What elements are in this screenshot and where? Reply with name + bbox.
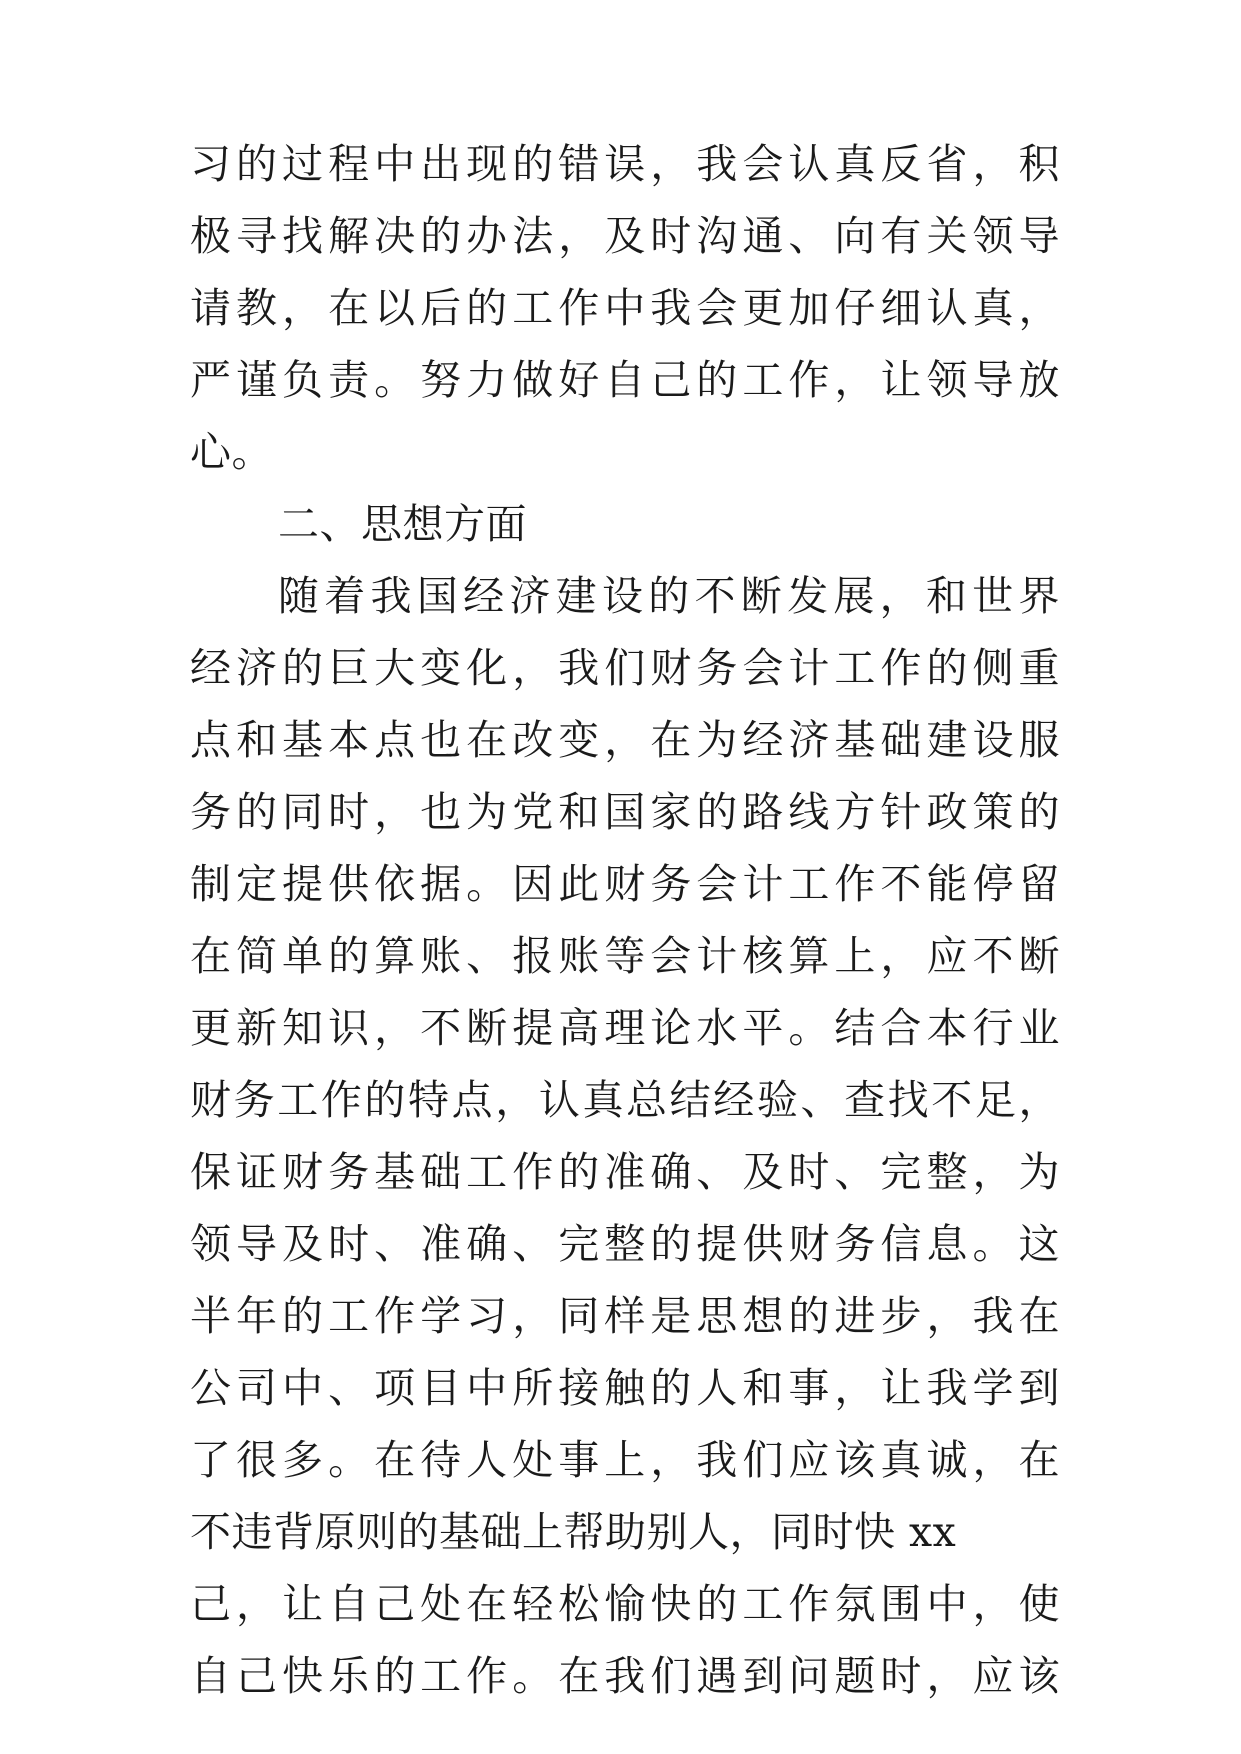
text-line: 经济的巨大变化，我们财务会计工作的侧重 (190, 644, 1060, 692)
text-line: 己，让自己处在轻松愉快的工作氛围中，使 (190, 1580, 1060, 1628)
text-line: 严谨负责。努力做好自己的工作，让领导放 (190, 356, 1060, 404)
text-line: 领导及时、准确、完整的提供财务信息。这 (190, 1220, 1060, 1268)
text-line: 点和基本点也在改变，在为经济基础建设服 (190, 716, 1060, 764)
text-line: 了很多。在待人处事上，我们应该真诚，在 (190, 1436, 1060, 1484)
text-line: 务的同时，也为党和国家的路线方针政策的 (190, 788, 1060, 836)
text-line: 制定提供依据。因此财务会计工作不能停留 (190, 860, 1060, 908)
text-line: 自己快乐的工作。在我们遇到问题时，应该 (190, 1652, 1060, 1700)
text-line: 请教，在以后的工作中我会更加仔细认真， (190, 284, 1060, 332)
text-line: 心。 (190, 428, 273, 476)
section-heading: 二、思想方面 (278, 500, 527, 548)
text-line: 财务工作的特点，认真总结经验、查找不足， (190, 1076, 1060, 1124)
text-line: 公司中、项目中所接触的人和事，让我学到 (190, 1364, 1060, 1412)
text-line: 习的过程中出现的错误，我会认真反省，积 (190, 140, 1060, 188)
paragraph-first-line: 随着我国经济建设的不断发展，和世界 (278, 572, 1060, 620)
text-line: 极寻找解决的办法，及时沟通、向有关领导 (190, 212, 1060, 260)
text-line: 保证财务基础工作的准确、及时、完整，为 (190, 1148, 1060, 1196)
text-line: 半年的工作学习，同样是思想的进步，我在 (190, 1292, 1060, 1340)
text-line: 更新知识，不断提高理论水平。结合本行业 (190, 1004, 1060, 1052)
text-line: 在简单的算账、报账等会计核算上，应不断 (190, 932, 1060, 980)
text-line: 不违背原则的基础上帮助别人，同时快 xx (190, 1508, 957, 1556)
